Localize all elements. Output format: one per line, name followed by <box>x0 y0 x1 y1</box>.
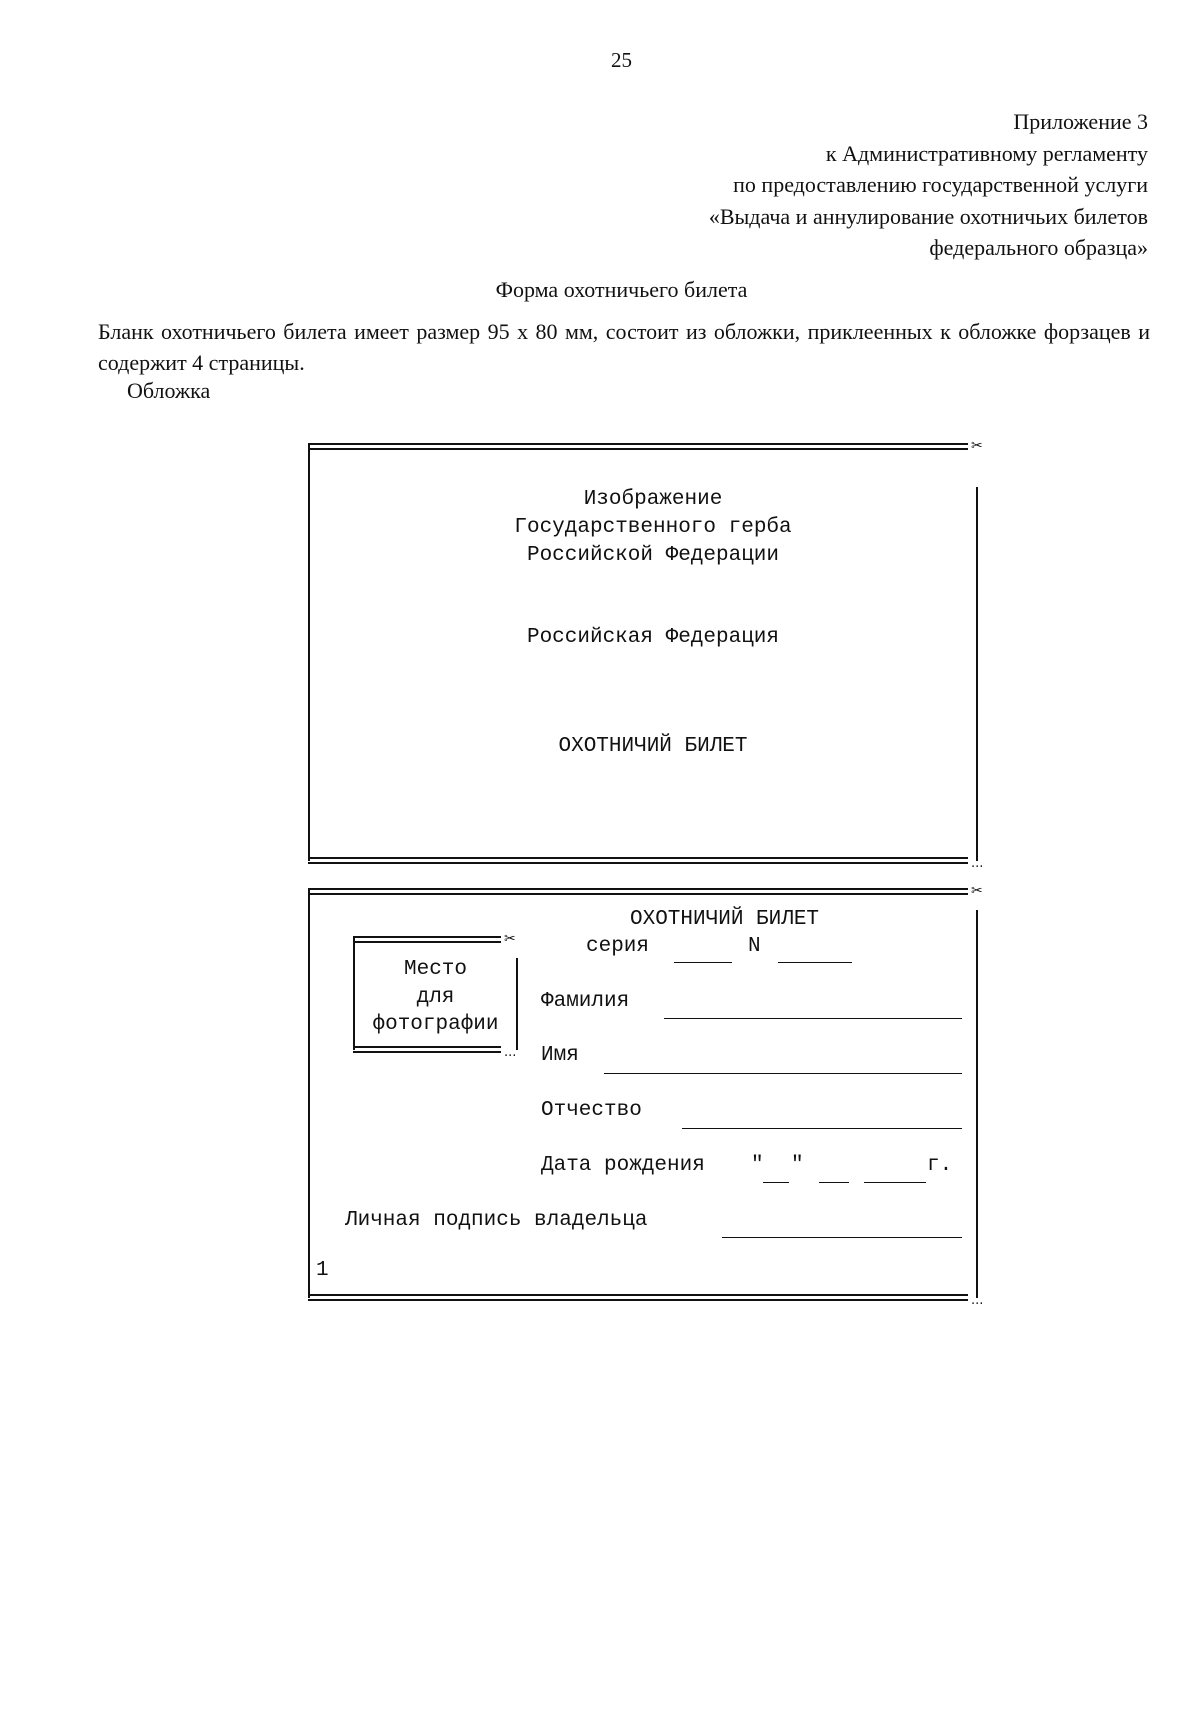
inner-title: ОХОТНИЧИЙ БИЛЕТ <box>630 908 820 931</box>
signature-label: Личная подпись владельца <box>345 1209 648 1232</box>
country-name: Российская Федерация <box>526 626 780 649</box>
birth-date-quote-close: " <box>791 1154 804 1177</box>
emblem-line: Российской Федерации <box>526 544 780 567</box>
series-label: серия <box>586 935 650 958</box>
number-label: N <box>748 935 761 958</box>
cover-card <box>308 438 998 871</box>
card-top-border <box>308 443 968 450</box>
appendix-header <box>709 106 1148 264</box>
surname-field <box>664 1018 962 1019</box>
birth-year-field <box>864 1182 926 1183</box>
emblem-line: Изображение <box>583 488 723 511</box>
inner-card <box>308 883 998 1308</box>
scissors-icon: ✂ <box>971 438 983 454</box>
emblem-line: Государственного герба <box>514 516 792 539</box>
name-label: Имя <box>541 1044 579 1067</box>
patronymic-label: Отчество <box>541 1099 642 1122</box>
photo-placeholder <box>353 931 533 1060</box>
cut-dots-icon: ... <box>971 856 984 871</box>
scissors-icon: ✂ <box>504 931 516 947</box>
card-bottom-border <box>308 1294 968 1301</box>
cover-caption: Обложка <box>127 378 211 403</box>
birth-date-quote-open: " <box>751 1154 764 1177</box>
photo-label-line: фотографии <box>372 1013 499 1036</box>
scissors-icon: ✂ <box>971 883 983 899</box>
number-field <box>778 962 852 963</box>
patronymic-field <box>682 1128 962 1129</box>
series-field <box>674 962 732 963</box>
surname-label: Фамилия <box>541 990 630 1013</box>
birth-month-field <box>819 1182 849 1183</box>
photo-bottom-border <box>353 1046 501 1053</box>
appendix-line: федерального образца» <box>929 235 1148 260</box>
cover-title: ОХОТНИЧИЙ БИЛЕТ <box>558 735 748 758</box>
year-suffix: г. <box>927 1154 953 1177</box>
card-top-border <box>308 888 968 895</box>
photo-top-border <box>353 936 501 943</box>
cut-dots-icon: ... <box>971 1293 984 1308</box>
signature-field <box>722 1237 962 1238</box>
page-number: 25 <box>611 48 632 72</box>
photo-label-line: Место <box>403 958 467 981</box>
name-field <box>604 1073 962 1074</box>
birth-day-field <box>763 1182 789 1183</box>
appendix-line: по предоставлению государственной услуги <box>733 172 1148 197</box>
appendix-line: «Выдача и аннулирование охотничьих билетов <box>708 203 1148 229</box>
card-right-border <box>976 910 978 1298</box>
cut-dots-icon: ... <box>504 1045 517 1060</box>
intro-paragraph: Бланк охотничьего билета имеет размер 95 х 80 мм, состоит из обложки, приклеенных к обложке форзацев и содержит 4 страницы. <box>98 319 1150 375</box>
appendix-line: Приложение 3 <box>1013 109 1148 134</box>
inner-page-number: 1 <box>316 1259 329 1282</box>
card-left-border <box>308 888 310 1298</box>
photo-label-line: для <box>416 986 455 1009</box>
birth-date-label: Дата рождения <box>541 1154 705 1177</box>
card-bottom-border <box>308 857 968 864</box>
form-title: Форма охотничьего билета <box>495 277 748 302</box>
appendix-line: к Административному регламенту <box>825 140 1148 166</box>
